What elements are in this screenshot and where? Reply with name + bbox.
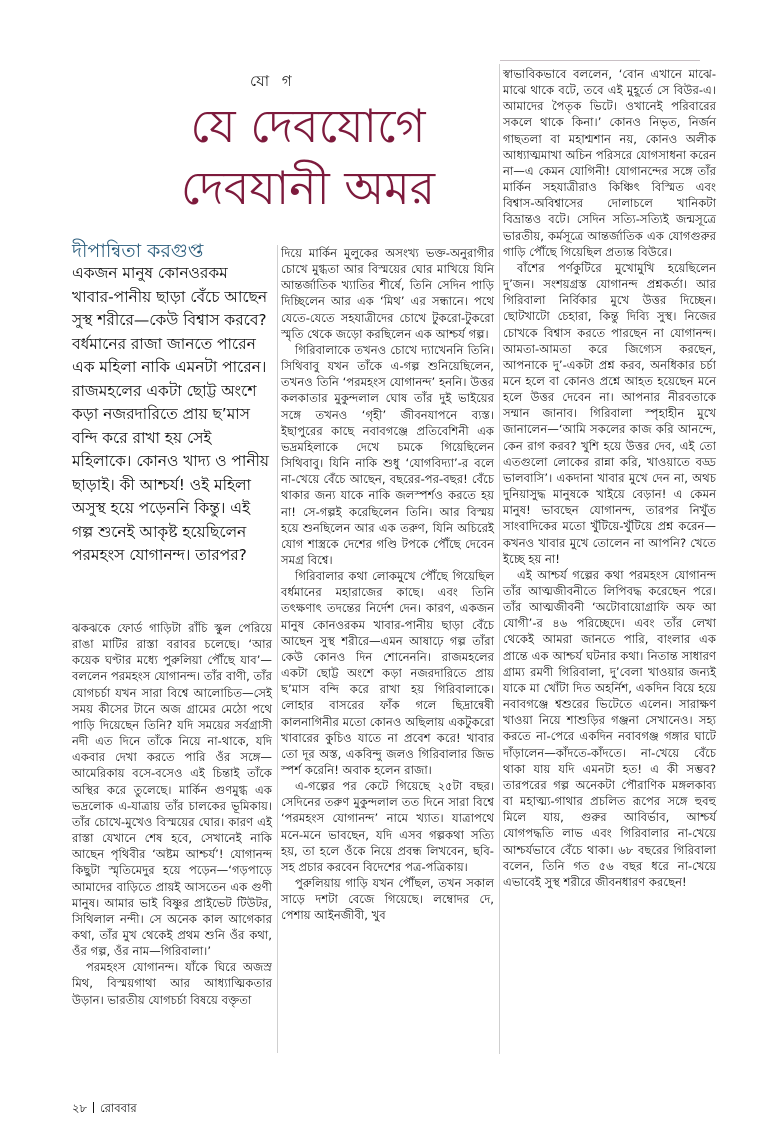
- byline: দীপান্বিতা করগুপ্ত: [72, 240, 204, 262]
- section-tag: যো গ: [250, 72, 296, 90]
- paragraph: গিরিবালার কথা লোকমুখে পৌঁছে গিয়েছিল বর্ধমানের মহারাজের কাছে। এবং তিনি তৎক্ষণাৎ তদন্তের নির্দেশ দেন। কারণ, একজন মানুষ কোনওরকম খাবার-পানীয় ছাড়া বেঁচে আছেন সুস্থ শরীরে—এমন আষাঢ়ে গল্প তাঁরা কেউ কোনও দিন শোনেননি। রাজমহলের একটা ছোট্ট অংশে কড়া নজরদারিতে প্রায় ছ’মাস বন্দি করে রাখা হয় গিরিবালাকে। লোহার বাসরের ফাঁক গলে ছিদ্রান্বেষী কালনাগিনীর মতো কোনও অছিলায় একটুকরো খাবারের কুচিও যাতে না প্রবেশ করে! খাবার তো দূর অস্ত, একবিন্দু জলও গিরিবালার জিভ স্পর্শ করেনি! অবাক হলেন রাজা।: [281, 569, 494, 777]
- column-1: [72, 620, 272, 1008]
- page-number: ২৮: [72, 1101, 87, 1115]
- paragraph: এই আশ্চর্য গল্পের কথা পরমহংস যোগানন্দ তাঁর আত্মজীবনীতে লিপিবদ্ধ করেছেন পরে। তাঁর আত্মজীবনী ‘অটোবায়োগ্রাফি অফ আ যোগী’-র ৪৬ পরিচ্ছেদে। এবং তাঁর লেখা থেকেই আমরা জানতে পারি, বাংলার এক প্রান্তে এক আশ্চর্য ঘটনার কথা। নিতান্ত সাধারণ গ্রাম্য রমণী গিরিবালা, দু’বেলা খাওয়ার জন্যই যাকে মা খোঁটা দিত অহর্নিশ, একদিন বিয়ে হয়ে নবাবগঞ্জে শ্বশুরের ভিটেতে এলেন। সারাক্ষণ খাওয়া নিয়ে শাশুড়ির গঞ্জনা সেখানেও। সহ্য করতে না-পেরে একদিন নবাবগঞ্জ গঙ্গার ঘাটে দাঁড়ালেন—কাঁদতে-কাঁদতে। না-খেয়ে বেঁচে থাকা যায় যদি এমনটা হত! এ কী সম্ভব? তারপরের গল্প অনেকটা পৌরাণিক মঙ্গলকাব্য বা মহাত্ম্য-গাথার প্রচলিত রূপের সঙ্গে হুবহু মিলে যায়, গুরুর আবির্ভাব, আশ্চর্য যোগপদ্ধতি লাভ এবং গিরিবালার না-খেয়ে আশ্চর্যভাবে বেঁচে থাকা। ৬৮ বছরের গিরিবালা বলেন, তিনি গত ৫৬ বছর ধরে না-খেয়ে এভাবেই সুস্থ শরীরে জীবনধারণ করছেন!: [503, 567, 716, 889]
- intro-paragraph: একজন মানুষ কোনওরকম খাবার-পানীয় ছাড়া বেঁচে আছেন সুস্থ শরীরে—কেউ বিশ্বাস করবে? বর্ধমানের রাজা জানতে পারেন এক মহিলা নাকি এমনটা পারেন। রাজমহলের একটা ছোট্ট অংশে কড়া নজরদারিতে প্রায় ছ’মাস বন্দি করে রাখা হয় সেই মহিলাকে। কোনও খাদ্য ও পানীয় ছাড়াই। কী আশ্চর্য! ওই মহিলা অসুস্থ হয়ে পড়েননি কিন্তু। এই গল্প শুনেই আকৃষ্ট হয়েছিলেন পরমহংস যোগানন্দ। তারপর?: [72, 264, 269, 564]
- paragraph: ঝকঝকে ফোর্ড গাড়িটা রাঁচি স্কুল পেরিয়ে রাঙা মাটির রাস্তা বরাবর চলেছে। ‘আর কয়েক ঘণ্টার মধ্যে পুরুলিয়া পৌঁছে যাব’—বললেন পরমহংস যোগানন্দ। তাঁর বাণী, তাঁর যোগচর্চা যখন সারা বিশ্বে আলোচিত—সেই সময় কীসের টানে অজ গ্রামের মেঠো পথে পাড়ি দিয়েছেন তিনি? যদি সময়ের সর্বগ্রাসী নদী এত দিনে তাঁকে নিয়ে না-থাকে, যদি একবার দেখা করতে পারি ওঁর সঙ্গে—আমেরিকায় বসে-বসেও এই চিন্তাই তাঁকে অস্থির করে তুলেছে। মার্কিন গুণমুগ্ধ এক ভদ্রলোক এ-যাত্রায় তাঁর চালকের ভূমিকায়। তাঁর চোখে-মুখেও বিস্ময়ের ঘোর। কারণ এই রাস্তা যেখানে শেষ হবে, সেখানেই নাকি আছেন পৃথিবীর ‘অষ্টম আশ্চর্য’! যোগানন্দ কিছুটা স্মৃতিমেদুর হয়ে পড়েন—‘গড়পাড়ে আমাদের বাড়িতে প্রায়ই আসতেন এক গুণী মানুষ। আমার ভাই বিষ্ণুর প্রাইভেট টিউটর, সিথিলাল নন্দী। সে অনেক কাল আগেকার কথা, তাঁর মুখ থেকেই প্রথম শুনি ওঁর কথা, ওঁর গল্প, ওঁর নাম—গিরিবালা।’: [72, 621, 272, 959]
- paragraph: এ-গল্পের পর কেটে গিয়েছে ২৫টা বছর। সেদিনের তরুণ মুকুন্দলাল তত দিনে সারা বিশ্বে ‘পরমহংস যোগানন্দ’ নামে খ্যাত। যাত্রাপথে মনে-মনে ভাবছেন, যদি এসব গল্পকথা সত্যি হয়, তা হলে ওঁকে নিয়ে প্রবন্ধ লিখবেন, ছবি-সহ প্রচার করবেন বিদেশের পত্র-পত্রিকায়।: [281, 779, 494, 874]
- magazine-name: রোববার: [99, 1101, 137, 1115]
- footer-separator: [93, 1102, 94, 1113]
- column-2: [281, 245, 494, 924]
- intro-text: [72, 262, 274, 568]
- paragraph: বাঁশের পর্ণকুটিরে মুখোমুখি হয়েছিলেন দু’জন। সংশয়গ্রস্ত যোগানন্দ প্রশ্নকর্তা। আর গিরিবালা নির্বিকার মুখে উত্তর দিচ্ছেন। ছোটখাটো চেহারা, কিন্তু দিব্যি সুস্থ। নিজের চোখকে বিশ্বাস করতে পারছেন না যোগানন্দ। আমতা-আমতা করে জিগ্যেস করছেন, আপনাকে দু’-একটা প্রশ্ন করব, অনধিকার চর্চা মনে হলে বা কোনও প্রশ্নে আহত হয়েছেন মনে হলে উত্তর দেবেন না। আপনার নীরবতাকে সম্মান জানাব। গিরিবালা স্পৃহাহীন মুখে জানালেন—‘আমি সকলের কাজ করি আনন্দে, কেন রাগ করব? খুশি হয়ে উত্তর দেব, এই তো এতগুলো লোকের রান্না করি, খাওয়াতে বড্ড ভালবাসি’। একদানা খাবার মুখে দেন না, অথচ দুনিয়াসুদ্ধ মানুষকে খাইয়ে বেড়ান! এ কেমন মানুষ! ভাবছেন যোগানন্দ, তারপর নিখুঁত সাংবাদিকের মতো খুঁটিয়ে-খুঁটিয়ে প্রশ্ন করেন—কখনও খাবার মুখে তোলেন না আপনি? খেতে ইচ্ছে হয় না!: [503, 260, 716, 566]
- headline-line-2: দেবযানী অমর: [180, 161, 436, 215]
- page-footer: [72, 1100, 137, 1119]
- headline-line-1: যে দেবযোগে: [190, 99, 426, 153]
- paragraph: পরমহংস যোগানন্দ। যাঁকে ঘিরে অজস্র মিথ, বিস্ময়গাথা আর আধ্যাত্মিকতার উড়ান। ভারতীয় যোগচর্চা বিষয়ে বক্তৃতা: [72, 960, 272, 1007]
- headline: [158, 95, 458, 219]
- top-rule: [500, 60, 700, 61]
- paragraph: গিরিবালাকে তখনও চোখে দ্যাখেননি তিনি। সিথিবাবু যখন তাঁকে এ-গল্প শুনিয়েছিলেন, তখনও তিনি ‘পরমহংস যোগানন্দ’ হননি। উত্তর কলকাতার মুকুন্দলাল ঘোষ তাঁর দুই ভাইয়ের সঙ্গে তখনও ‘গৃহী’ জীবনযাপনে ব্যস্ত। ইছাপুরের কাছে নবাবগঞ্জে প্রতিবেশিনী এক ভদ্রমহিলাকে দেখে চমকে গিয়েছিলেন সিথিবাবু। যিনি নাকি শুধু ‘যোগবিদ্যা’-র বলে না-খেয়ে বেঁচে আছেন, বছরের-পর-বছর! বেঁচে থাকার জন্য যাকে নাকি জলস্পর্শও করতে হয় না! সে-গল্পই করেছিলেন তিনি। আর বিস্ময় হয়ে শুনছিলেন আর এক তরুণ, যিনি অচিরেই যোগ শাস্ত্রকে দেশের গণ্ডি টপকে পৌঁছে দেবেন সমগ্র বিশ্বে।: [281, 342, 494, 567]
- paragraph: পুরুলিয়ায় গাড়ি যখন পৌঁছল, তখন সকাল সাড়ে দশটা বেজে গিয়েছে। লম্বোদর দে, পেশায় আইনজীবী, খুব: [281, 876, 494, 923]
- column-divider: [277, 245, 278, 1053]
- paragraph: দিয়ে মার্কিন মুলুকের অসংখ্য ভক্ত-অনুরাগীর চোখে মুগ্ধতা আর বিস্ময়ের ঘোর মাখিয়ে যিনি আন্তর্জাতিক খ্যাতির শীর্ষে, তিনি সেদিন পাড়ি দিচ্ছিলেন আর এক ‘মিথ’ এর সন্ধানে। পথে যেতে-যেতে সহযাত্রীদের চোখে টুকরো-টুকরো স্মৃতি থেকে জড়ো করছিলেন এক আশ্চর্য গল্প।: [281, 246, 494, 341]
- column-3: [503, 66, 716, 890]
- column-divider: [499, 64, 500, 1054]
- paragraph: স্বাভাবিকভাবে বললেন, ‘বোন এখানে মাঝে-মাঝে থাকে বটে, তবে এই মুহূর্তে সে বিউর-এ। আমাদের পৈতৃক ভিটে। ওখানেই পরিবারের সকলে থাকে কিনা।’ কোনও নিভৃত, নির্জন গাছতলা বা মহাশ্মশান নয়, কোনও অলীক আধ্যাত্মমাখা অচিন পরিসরে যোগসাধনা করেন না—এ কেমন যোগিনী! যোগানন্দের সঙ্গে তাঁর মার্কিন সহযাত্রীরাও কিঞ্চিৎ বিস্মিত এবং বিশ্বাস-অবিশ্বাসের দোলাচলে খানিকটা বিভ্রান্তও বটে। সেদিন সত্যি-সত্যিই জন্মসূত্রে ভারতীয়, কর্মসূত্রে আন্তর্জাতিক এক যোগগুরুর গাড়ি পৌঁছে গিয়েছিল প্রত্যন্ত বিউরে।: [503, 67, 716, 259]
